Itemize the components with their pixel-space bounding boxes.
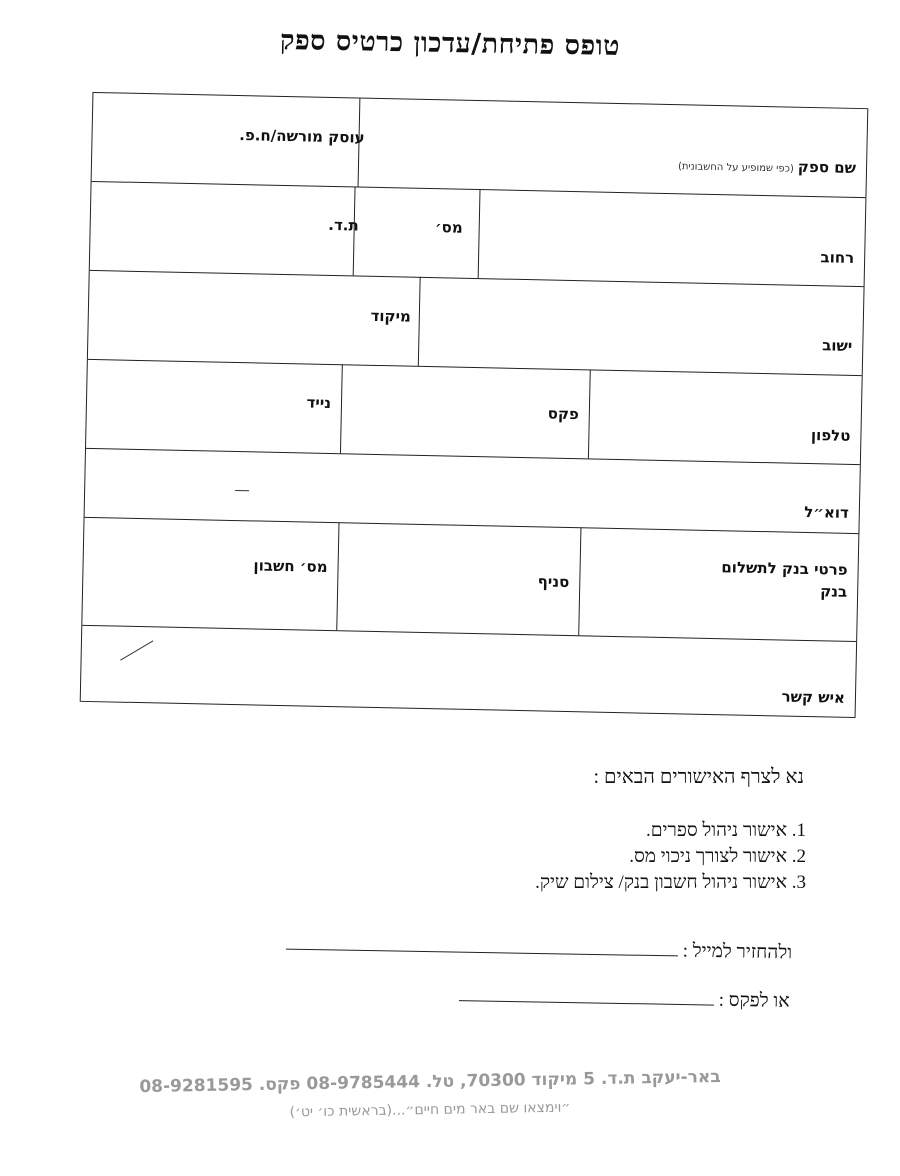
licensed-dealer-label: עוסק מורשה/ח.פ. <box>239 126 365 147</box>
house-number-label: מס׳ <box>434 218 463 237</box>
street-label: רחוב <box>820 248 855 267</box>
supplier-name-note: (כפי שמופיע על החשבונית) <box>677 161 794 175</box>
cell-divider <box>340 364 343 453</box>
return-email-line[interactable] <box>286 949 678 957</box>
cell-divider <box>336 522 339 630</box>
attachments-heading: נא לצרף האישורים הבאים : <box>593 766 804 788</box>
form-title: טופס פתיחת/עדכון כרטיס ספק <box>279 25 621 62</box>
row-divider <box>90 270 864 287</box>
attachment-item: 1. אישור ניהול ספרים. <box>645 820 806 841</box>
bank-details-label <box>721 556 848 603</box>
return-fax-row <box>459 985 790 1013</box>
bank-label: בנק <box>819 582 848 601</box>
pen-stroke <box>120 640 153 660</box>
zip-label: מיקוד <box>370 306 412 326</box>
row-divider <box>82 625 856 642</box>
row-divider <box>85 517 859 534</box>
contact-person-label: איש קשר <box>781 687 846 707</box>
row-divider <box>88 359 862 376</box>
footer-quote: ״וימצאו שם באר מים חיים״...(בראשית כו׳ יט׳) <box>289 1099 571 1121</box>
branch-label: סניף <box>537 572 570 592</box>
email-label: דוא״ל <box>804 502 850 522</box>
return-fax-line[interactable] <box>459 1000 714 1005</box>
attachments-list <box>535 818 806 896</box>
return-fax-label: או לפקס : <box>718 989 791 1012</box>
supplier-form <box>80 92 869 718</box>
bank-details-title: פרטי בנק לתשלום <box>721 558 848 579</box>
footer-address: באר-יעקב ת.ד. 5 מיקוד 70300, טל. 08-9785444 פקס. 08-9281595 <box>139 1066 721 1098</box>
attachment-item: 3. אישור ניהול חשבון בנק/ צילום שיק. <box>535 872 806 893</box>
cell-divider <box>578 527 581 635</box>
po-box-label: ת.ד. <box>328 215 359 235</box>
return-email-row <box>286 934 792 965</box>
return-email-label: ולהחזיר למייל : <box>682 940 793 964</box>
supplier-form-table <box>80 92 869 718</box>
supplier-name-label: שם ספק(כפי שמופיע על החשבונית) <box>677 157 857 177</box>
mobile-label: נייד <box>306 393 332 413</box>
cell-divider <box>478 189 481 278</box>
city-label: ישוב <box>822 336 853 355</box>
fax-label: פקס <box>547 404 580 424</box>
phone-label: טלפון <box>810 426 851 445</box>
cell-divider <box>418 277 421 366</box>
attachment-item: 2. אישור לצורך ניכוי מס. <box>629 846 806 867</box>
row-divider <box>86 448 860 465</box>
cell-divider <box>588 369 591 458</box>
pen-mark <box>235 490 249 491</box>
account-number-label: מס׳ חשבון <box>253 556 328 576</box>
